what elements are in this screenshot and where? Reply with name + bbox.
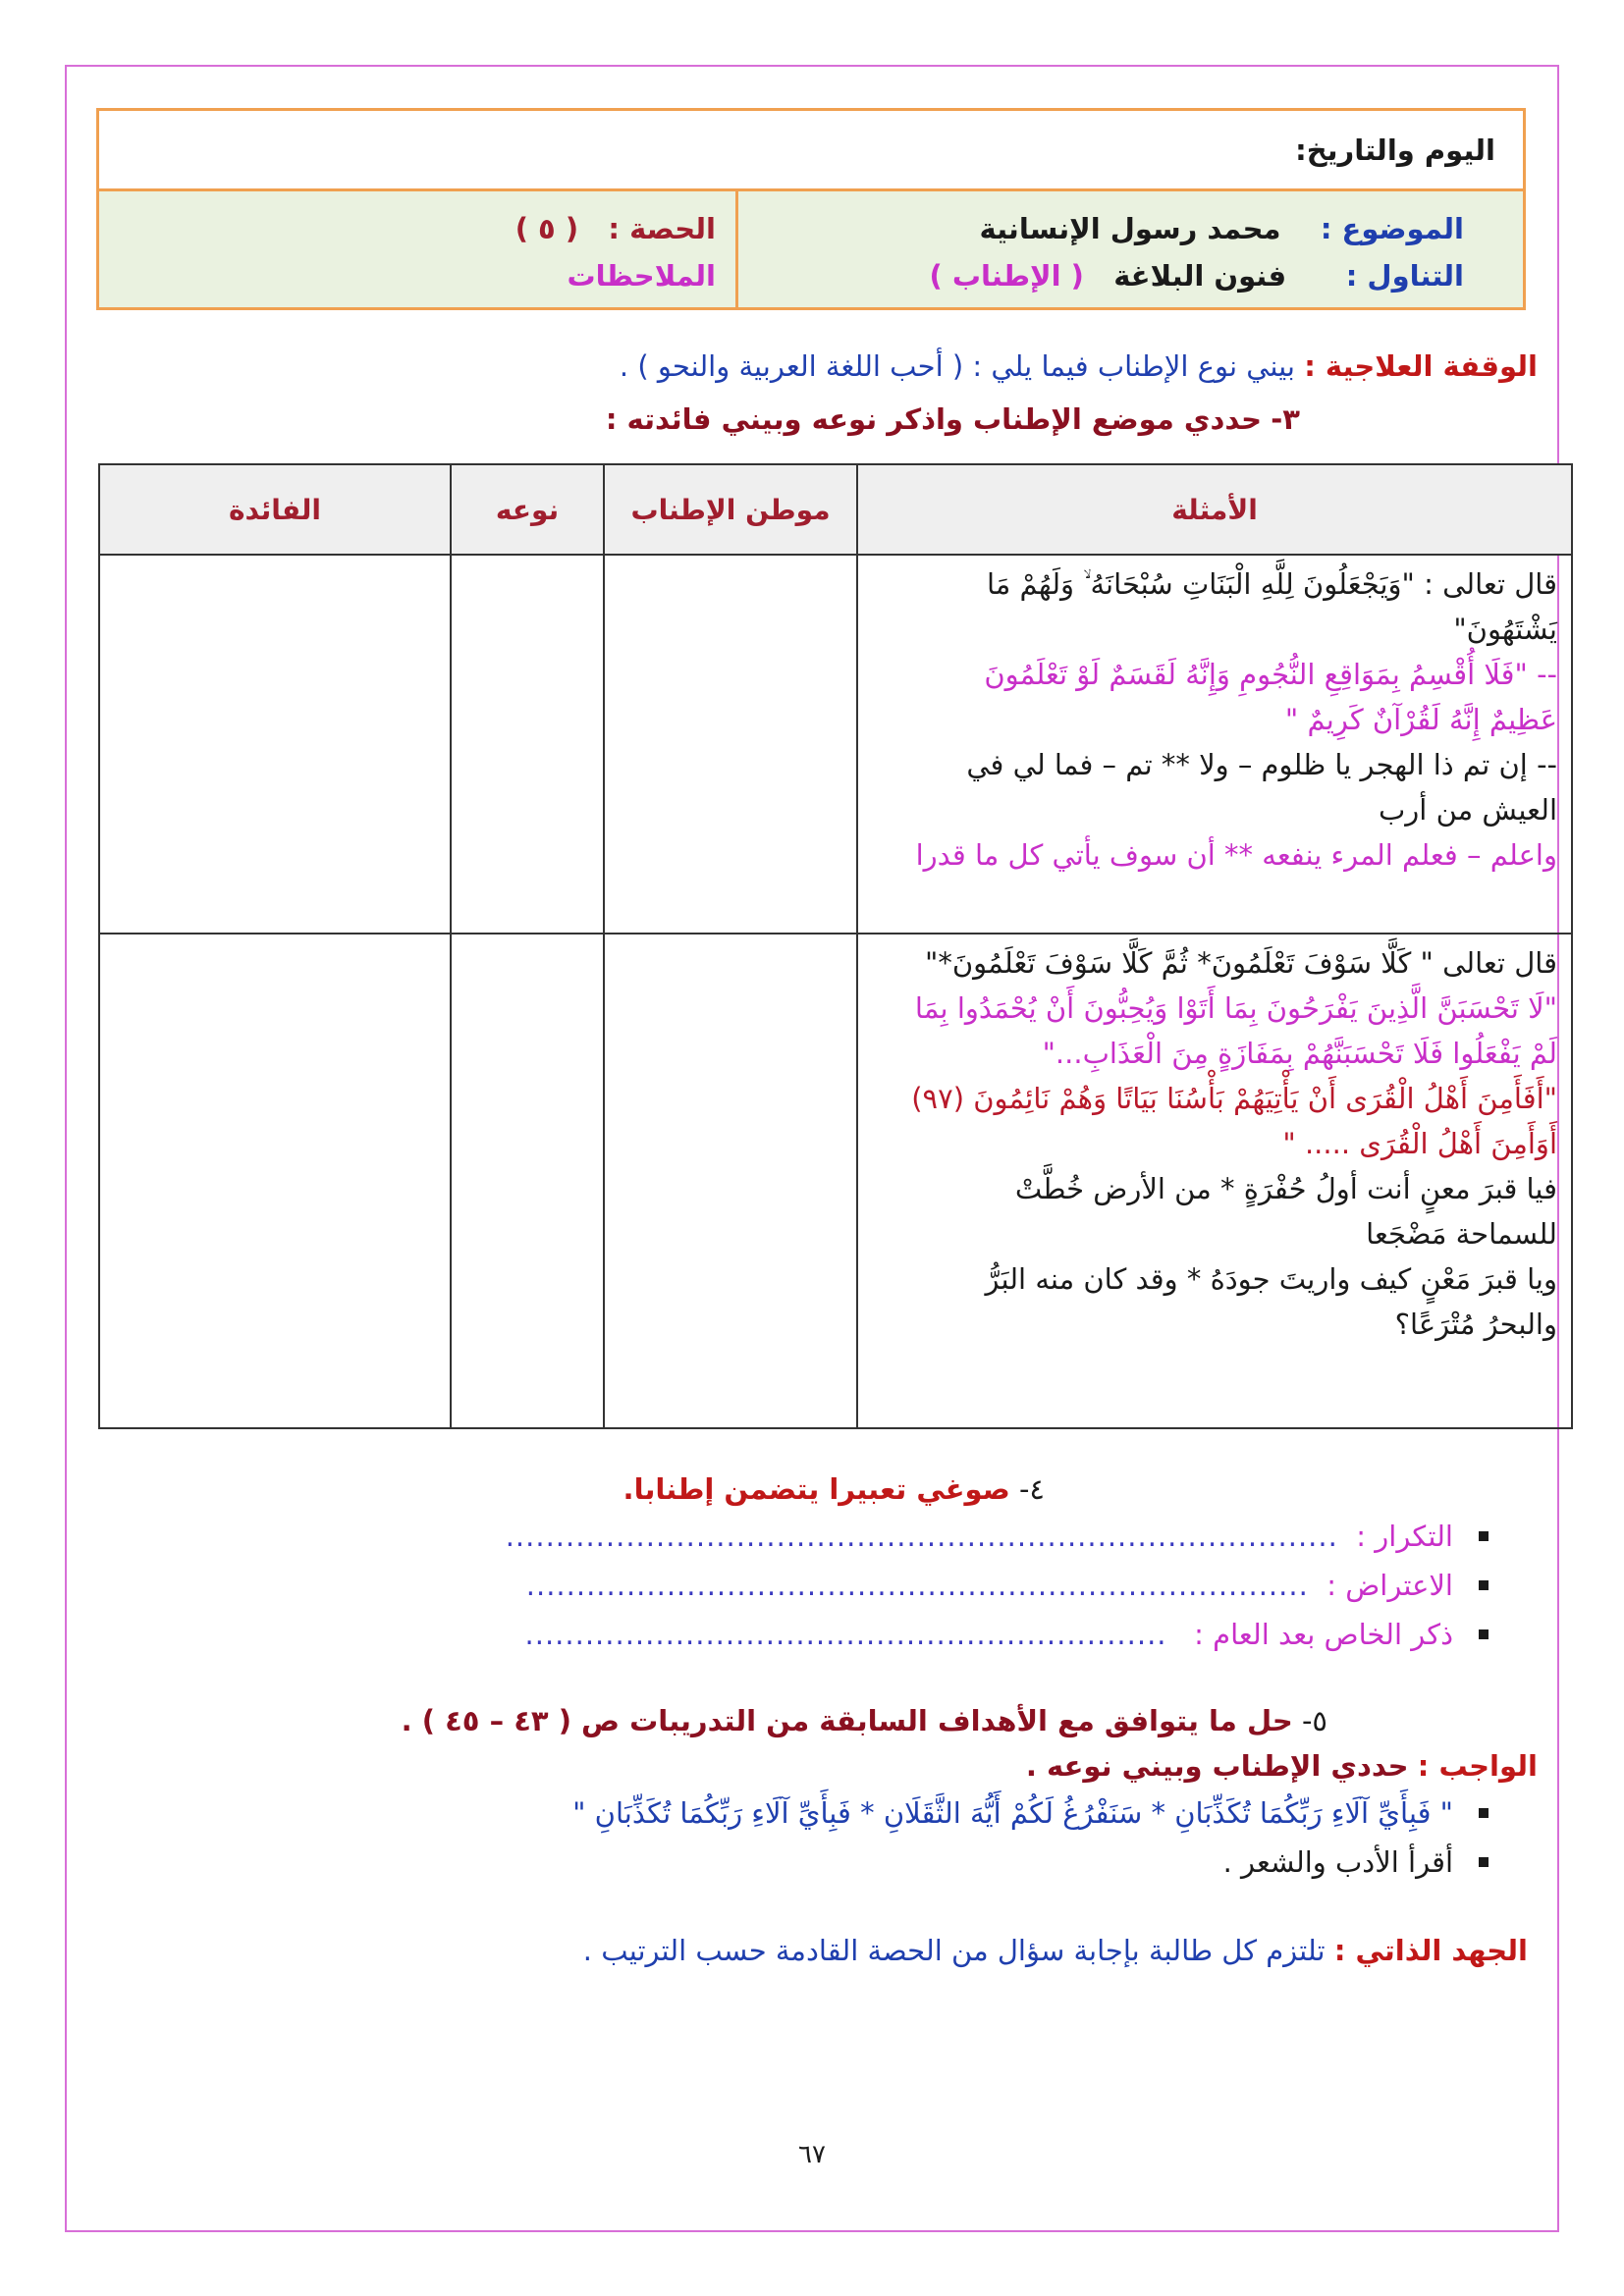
table-row	[99, 555, 1572, 934]
header-date-row	[99, 111, 1523, 191]
q5-text: حل ما يتوافق مع الأهداف السابقة من التدريبات ص ( ٤٣ – ٤٥ ) .	[401, 1704, 1293, 1737]
q5-number: ٥-	[1301, 1704, 1327, 1737]
type-cell-2[interactable]	[451, 934, 604, 1428]
question-4	[623, 1472, 1045, 1506]
bullet-icon	[1479, 1580, 1489, 1590]
header-type: نوعه	[451, 464, 604, 555]
homework-item-quran	[572, 1796, 1489, 1830]
example-line: العيش من أرب	[1378, 793, 1557, 827]
remedial-text: بيني نوع الإطناب فيما يلي : ( أحب اللغة العربية والنحو ) .	[619, 349, 1295, 383]
period-value: ( ٥ )	[514, 212, 579, 245]
exercise-table	[98, 463, 1573, 1429]
subject-label: الموضوع :	[1320, 212, 1464, 245]
example-line: للسماحة مَضْجَعا	[1366, 1217, 1557, 1251]
bullet-icon	[1479, 1857, 1489, 1867]
page-number: ٦٧	[798, 2140, 826, 2169]
q4-item-label: الاعتراض :	[1326, 1569, 1453, 1602]
example-line: "أَفَأَمِنَ أَهْلُ الْقُرَى أَنْ يَأْتِيَهُمْ بَأْسُنَا بَيَاتًا وَهُمْ نَائِمُونَ (٩٧)	[911, 1082, 1557, 1115]
table-row	[99, 934, 1572, 1428]
notes-label: الملاحظات	[567, 259, 716, 293]
answer-line[interactable]: ................................................................	[524, 1618, 1167, 1651]
q4-item-label: ذكر الخاص بعد العام :	[1194, 1618, 1453, 1651]
topic-label: التناول :	[1345, 259, 1464, 293]
q4-item-repetition	[506, 1520, 1489, 1553]
q3-number: ٣-	[1271, 402, 1300, 436]
location-cell-1[interactable]	[604, 555, 857, 934]
header-info-row	[99, 191, 1523, 307]
period-label: الحصة :	[608, 212, 716, 245]
example-line: ويا قبرَ مَعْنٍ كيف واريتَ جودَهُ * وقد كان منه البَرُّ	[985, 1262, 1557, 1296]
subject-value: محمد رسول الإنسانية	[979, 212, 1281, 245]
period-cell	[99, 191, 735, 307]
homework-item: " فَبِأَيِّ آلَاءِ رَبِّكُمَا تُكَذِّبَانِ * سَنَفْرُغُ لَكُمْ أَيُّهَ الثَّقَلَانِ * فَبِأَيِّ آلَاءِ رَبِّكُمَا تُكَذِّبَانِ "	[572, 1796, 1453, 1830]
example-line: أَوَأَمِنَ أَهْلُ الْقُرَى ..... "	[1282, 1127, 1557, 1160]
q4-item-specific-after-general	[525, 1618, 1489, 1651]
examples-cell-1	[857, 555, 1572, 934]
bullet-icon	[1479, 1629, 1489, 1639]
benefit-cell-1[interactable]	[99, 555, 451, 934]
type-cell-1[interactable]	[451, 555, 604, 934]
self-effort-text: تلتزم كل طالبة بإجابة سؤال من الحصة القادمة حسب الترتيب .	[582, 1934, 1326, 1967]
bullet-icon	[1479, 1531, 1489, 1541]
location-cell-2[interactable]	[604, 934, 857, 1428]
q4-item-label: التكرار :	[1356, 1520, 1453, 1553]
benefit-cell-2[interactable]	[99, 934, 451, 1428]
answer-line[interactable]: ..............................................................................	[525, 1569, 1309, 1602]
q4-number: ٤-	[1018, 1472, 1045, 1506]
self-effort-label: الجهد الذاتي :	[1333, 1934, 1528, 1967]
example-line: لَمْ يَفْعَلُوا فَلَا تَحْسَبَنَّهُمْ بِمَفَازَةٍ مِنَ الْعَذَابِ..."	[1042, 1037, 1557, 1070]
examples-cell-2	[857, 934, 1572, 1428]
q4-text: صوغي تعبيرا يتضمن إطنابا.	[623, 1472, 1010, 1506]
self-effort-line	[583, 1934, 1528, 1967]
example-line: واعلم – فعلم المرء ينفعه ** أن سوف يأتي كل ما قدرا	[915, 838, 1557, 872]
topic-paren: ( الإطناب )	[929, 259, 1084, 293]
homework-item-reading	[1223, 1845, 1489, 1879]
header-examples: الأمثلة	[857, 464, 1572, 555]
homework-text: حددي الإطناب وبيني نوعه .	[1025, 1749, 1409, 1783]
q3-text: حددي موضع الإطناب واذكر نوعه وبيني فائدته :	[605, 402, 1263, 436]
table-header-row	[99, 464, 1572, 555]
header-location: موطن الإطناب	[604, 464, 857, 555]
subject-cell	[735, 191, 1523, 307]
homework-item: أقرأ الأدب والشعر .	[1222, 1845, 1453, 1879]
example-line: قال تعالى " كَلَّا سَوْفَ تَعْلَمُونَ* ثُمَّ كَلَّا سَوْفَ تَعْلَمُونَ*"	[924, 946, 1557, 980]
header-benefit: الفائدة	[99, 464, 451, 555]
example-line: قال تعالى : "وَيَجْعَلُونَ لِلَّهِ الْبَنَاتِ سُبْحَانَهُ ۙ وَلَهُمْ مَا	[986, 567, 1557, 601]
example-line: -- إن تم ذا الهجر يا ظلوم – ولا ** تم – فما لي في	[966, 748, 1557, 781]
example-line: "لَا تَحْسَبَنَّ الَّذِينَ يَفْرَحُونَ بِمَا أَتَوْا وَيُحِبُّونَ أَنْ يُحْمَدُوا بِمَا	[914, 991, 1557, 1025]
example-line: عَظِيمٌ إِنَّهُ لَقُرْآنٌ كَرِيمٌ "	[1284, 703, 1557, 736]
answer-line[interactable]: ...................................................................................	[505, 1520, 1338, 1553]
question-3	[606, 402, 1300, 436]
remedial-label: الوقفة العلاجية :	[1304, 349, 1538, 383]
example-line: فيا قبرَ معنٍ أنت أولُ حُفْرَةٍ * من الأرض خُطَّتْ	[1014, 1172, 1557, 1205]
homework-line	[1026, 1749, 1538, 1783]
example-line: والبحرُ مُتْرَعًا؟	[1394, 1308, 1557, 1341]
bullet-icon	[1479, 1808, 1489, 1818]
question-5	[402, 1704, 1327, 1737]
remedial-line	[620, 349, 1538, 383]
homework-label: الواجب :	[1417, 1749, 1538, 1783]
example-line: -- "فَلَا أُقْسِمُ بِمَوَاقِعِ النُّجُومِ وَإِنَّهُ لَقَسَمٌ لَوْ تَعْلَمُونَ	[984, 658, 1557, 691]
day-date-label: اليوم والتاريخ:	[1295, 133, 1495, 167]
example-line: يَشْتَهُونَ"	[1453, 613, 1557, 646]
lesson-header	[96, 108, 1526, 310]
topic-value: فنون البلاغة	[1113, 259, 1287, 293]
q4-item-parenthesis	[526, 1569, 1489, 1602]
